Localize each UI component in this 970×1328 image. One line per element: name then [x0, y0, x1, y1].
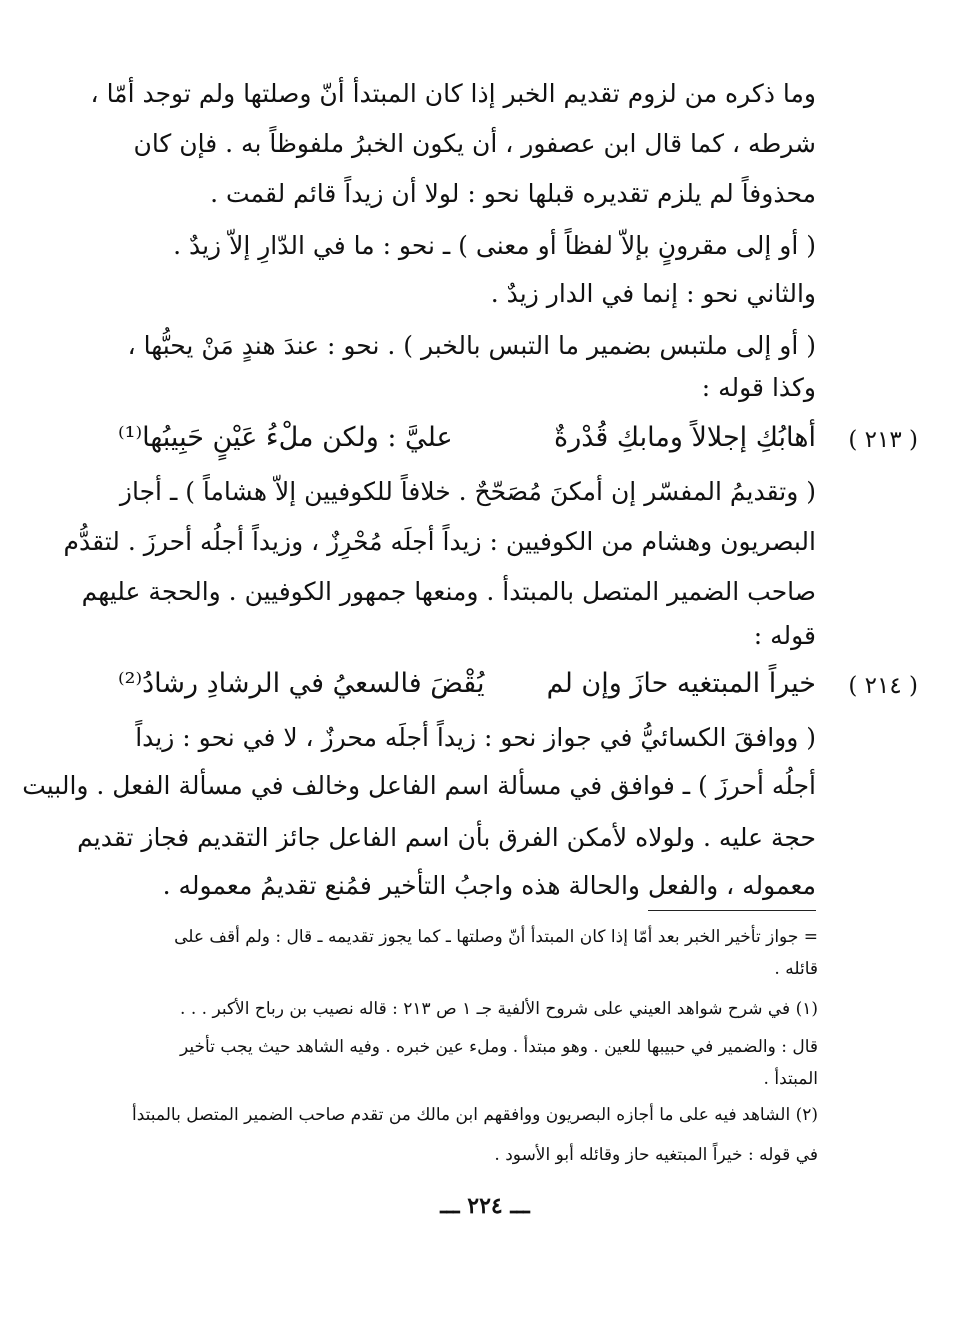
verse-first-hemistich: أهابُكِ إجلالاً ومابكِ قُدْرةٌ	[554, 422, 816, 453]
text-line: معموله ، والفعل والحالة هذه واجبُ التأخير فمُنع تقديمُ معموله .	[162, 871, 816, 900]
text-line: ( أو إلى مقرونٍ بإلاّ لفظاً أو معنى ) ـ نحو : ما في الدّارِ إلاّ زيدٌ .	[173, 231, 816, 260]
text-line: وما ذكره من لزوم تقديم الخبر إذا كان المبتدأ أنّ وصلتها ولم توجد أمّا ،	[90, 79, 816, 108]
text-line: ( وتقديمُ المفسّر إن أمكنَ مُصَحّحٌ . خلافاً للكوفيين إلاّ هشاماً ) ـ أجاز	[119, 477, 816, 506]
footnote-line: المبتدأ .	[763, 1069, 818, 1089]
footnote-line: في قوله : خيراً المبتغيه حاز وقائله أبو الأسود .	[494, 1145, 818, 1165]
footnote-separator	[648, 910, 816, 911]
page-number: ـــ ٢٢٤ ـــ	[440, 1193, 530, 1219]
verse-second-hemistich: عليَّ : ولكن ملْءُ عَيْنٍ حَبِيبُها⁽¹⁾	[118, 422, 453, 453]
text-line: ( أو إلى ملتبس بضمير ما التبس بالخبر ) . نحو : عندَ هندٍ مَنْ يحبُّها ،	[127, 331, 816, 360]
footnote-line: قائله .	[774, 959, 818, 979]
text-line: أجلُه أحرزَ ) ـ فوافق في مسألة اسم الفاعل وخالف في مسألة الفعل . والبيت	[22, 771, 816, 800]
verse-second-hemistich: يُقْضَ فالسعيُ في الرشادِ رشادُ⁽²⁾	[118, 668, 485, 699]
text-line: البصريون وهشام من الكوفيين : زيداً أجلَه مُحْرِزٌ ، وزيداً أجلُه أحرزَ . لتقدُّم	[63, 527, 816, 556]
text-line: محذوفاً لم يلزم تقديره قبلها نحو : لولا أن زيداً قائم لقمت .	[210, 179, 816, 208]
text-line: والثاني نحو : إنما في الدار زيدٌ .	[490, 279, 816, 308]
verse-first-hemistich: خيراً المبتغيه حازَ وإن لم	[546, 668, 816, 699]
text-line: صاحب الضمير المتصل بالمبتدأ . ومنعها جمهور الكوفيين . والحجة عليهم	[81, 577, 816, 606]
text-line: شرطه ، كما قال ابن عصفور ، أن يكون الخبرُ ملفوظاً به . فإن كان	[133, 129, 816, 158]
verse-213	[118, 418, 816, 458]
footnote-line: = جواز تأخير الخبر بعد أمّا إذا كان المبتدأ أنّ وصلتها ـ كما يجوز تقديمه ـ قال : ولم أقف على	[174, 927, 818, 947]
verse-number: ( ٢١٣ )	[848, 427, 918, 453]
footnote-line: (٢) الشاهد فيه على ما أجازه البصريون ووافقهم ابن مالك من تقدم صاحب الضمير المتصل بالمبتدأ	[131, 1105, 818, 1125]
footnote-line: قال : والضمير في حبيبها للعين . وهو مبتدأ . وملء عين خبره . وفيه الشاهد حيث يجب تأخير	[179, 1037, 818, 1057]
text-line: حجة عليه . ولولاه لأمكن الفرق بأن اسم الفاعل جائز التقديم فجاز تقديم	[77, 823, 816, 852]
text-line: وكذا قوله :	[701, 373, 816, 402]
text-line: قوله :	[753, 621, 816, 650]
verse-number: ( ٢١٤ )	[848, 673, 918, 699]
text-line: ( ووافقَ الكسائيُّ في جواز نحو : زيداً أجلَه محرزٌ ، لا في نحو : زيداً	[135, 723, 816, 752]
verse-214	[118, 664, 816, 704]
footnote-line: (١) في شرح شواهد العيني على شروح الألفية جـ ١ ص ٢١٣ : قاله نصيب بن رباح الأكبر . . .	[180, 999, 818, 1019]
